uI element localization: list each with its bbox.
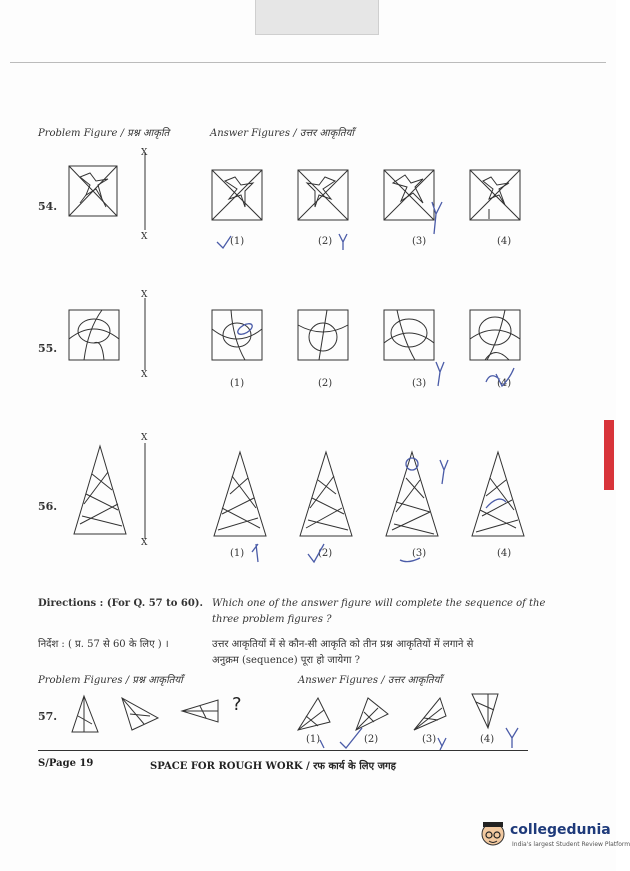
q55-handwritten-marks xyxy=(430,360,530,392)
q56-problem-figure xyxy=(72,444,128,536)
question-number-57: 57. xyxy=(38,710,58,723)
q56-option-3[interactable]: (3) xyxy=(412,548,427,559)
q57-option-1[interactable]: (1) xyxy=(306,734,321,745)
q56-axis-top-label: X xyxy=(141,433,148,443)
rough-work-label: SPACE FOR ROUGH WORK / रफ कार्य के लिए जगह xyxy=(150,761,396,772)
directions-text-hindi-2: अनुक्रम (sequence) पूरा हो जायेगा ? xyxy=(212,655,360,666)
q54-answer-figure-2 xyxy=(297,169,349,221)
q56-answer-figure-3 xyxy=(384,450,440,538)
directions-text-hindi-1: उत्तर आकृतियों में से कौन-सी आकृति को तीन प्रश्न आकृतियों में लगाने से xyxy=(212,639,474,650)
answer-figures-heading-2: Answer Figures / उत्तर आकृतियाँ xyxy=(298,675,443,686)
q56-axis-bottom-label: X xyxy=(141,538,148,548)
q55-problem-figure xyxy=(68,309,120,361)
q54-option-1[interactable]: (1) xyxy=(230,236,245,247)
q57-option-2[interactable]: (2) xyxy=(364,734,379,745)
q54-axis-bottom-label: X xyxy=(141,232,148,242)
question-number-55: 55. xyxy=(38,342,58,355)
q57-problem-figure-2 xyxy=(120,696,160,732)
directions-text-1: Which one of the answer figure will complete the sequence of the xyxy=(212,598,546,609)
q55-answer-figure-3 xyxy=(383,309,435,361)
q55-mirror-axis xyxy=(144,298,147,370)
q54-handwritten-tick xyxy=(215,232,355,252)
q54-problem-figure xyxy=(68,165,118,217)
q57-question-mark: ? xyxy=(232,694,242,715)
directions-label: Directions : (For Q. 57 to 60). xyxy=(38,598,204,609)
q54-answer-figure-1 xyxy=(211,169,263,221)
q56-handwritten-marks xyxy=(250,540,450,570)
q55-option-4[interactable]: (4) xyxy=(497,378,512,389)
footer-rule xyxy=(38,750,528,751)
q56-answer-figure-4 xyxy=(470,450,526,538)
q56-option-1[interactable]: (1) xyxy=(230,548,245,559)
side-color-mark xyxy=(604,420,614,490)
q54-axis-top-label: X xyxy=(141,148,148,158)
question-number-54: 54. xyxy=(38,200,58,213)
q55-answer-figure-2 xyxy=(297,309,349,361)
q57-option-4[interactable]: (4) xyxy=(480,734,495,745)
q57-problem-figure-1 xyxy=(70,694,100,734)
page-number: S/Page 19 xyxy=(38,758,94,769)
q55-answer-figure-4 xyxy=(469,309,521,361)
q56-mirror-axis xyxy=(144,443,147,539)
q55-option-1[interactable]: (1) xyxy=(230,378,245,389)
q55-answer-figure-1 xyxy=(211,309,263,361)
q54-answer-figure-4 xyxy=(469,169,521,221)
q55-axis-top-label: X xyxy=(141,290,148,300)
q57-handwritten-marks xyxy=(318,726,528,752)
q55-axis-bottom-label: X xyxy=(141,370,148,380)
q56-option-4[interactable]: (4) xyxy=(497,548,512,559)
q56-answer-figure-1 xyxy=(212,450,268,538)
collegedunia-logo-text: collegedunia xyxy=(510,822,611,838)
q54-option-2[interactable]: (2) xyxy=(318,236,333,247)
q54-option-3[interactable]: (3) xyxy=(412,236,427,247)
problem-figures-heading: Problem Figures / प्रश्न आकृतियाँ xyxy=(38,675,183,686)
q54-mirror-axis xyxy=(144,152,147,230)
page-edge-line xyxy=(10,62,606,63)
collegedunia-tagline: India's largest Student Review Platform xyxy=(512,841,630,848)
collegedunia-mascot-icon xyxy=(480,818,506,850)
q56-handwritten-mark-3 xyxy=(436,458,456,488)
question-number-56: 56. xyxy=(38,500,58,513)
answer-figures-heading: Answer Figures / उत्तर आकृतियाँ xyxy=(210,128,355,139)
q57-answer-figure-4 xyxy=(470,692,500,730)
problem-figure-heading: Problem Figure / प्रश्न आकृति xyxy=(38,128,170,139)
q54-option-4[interactable]: (4) xyxy=(497,236,512,247)
q54-handwritten-mark xyxy=(428,200,448,240)
q56-answer-figure-2 xyxy=(298,450,354,538)
q56-option-2[interactable]: (2) xyxy=(318,548,333,559)
q57-option-3[interactable]: (3) xyxy=(422,734,437,745)
directions-label-hindi: निर्देश : ( प्र. 57 से 60 के लिए ) । xyxy=(38,639,169,650)
q55-option-2[interactable]: (2) xyxy=(318,378,333,389)
q55-option-3[interactable]: (3) xyxy=(412,378,427,389)
binder-tab xyxy=(255,0,379,35)
directions-text-2: three problem figures ? xyxy=(212,614,332,625)
q57-problem-figure-3 xyxy=(180,698,220,724)
